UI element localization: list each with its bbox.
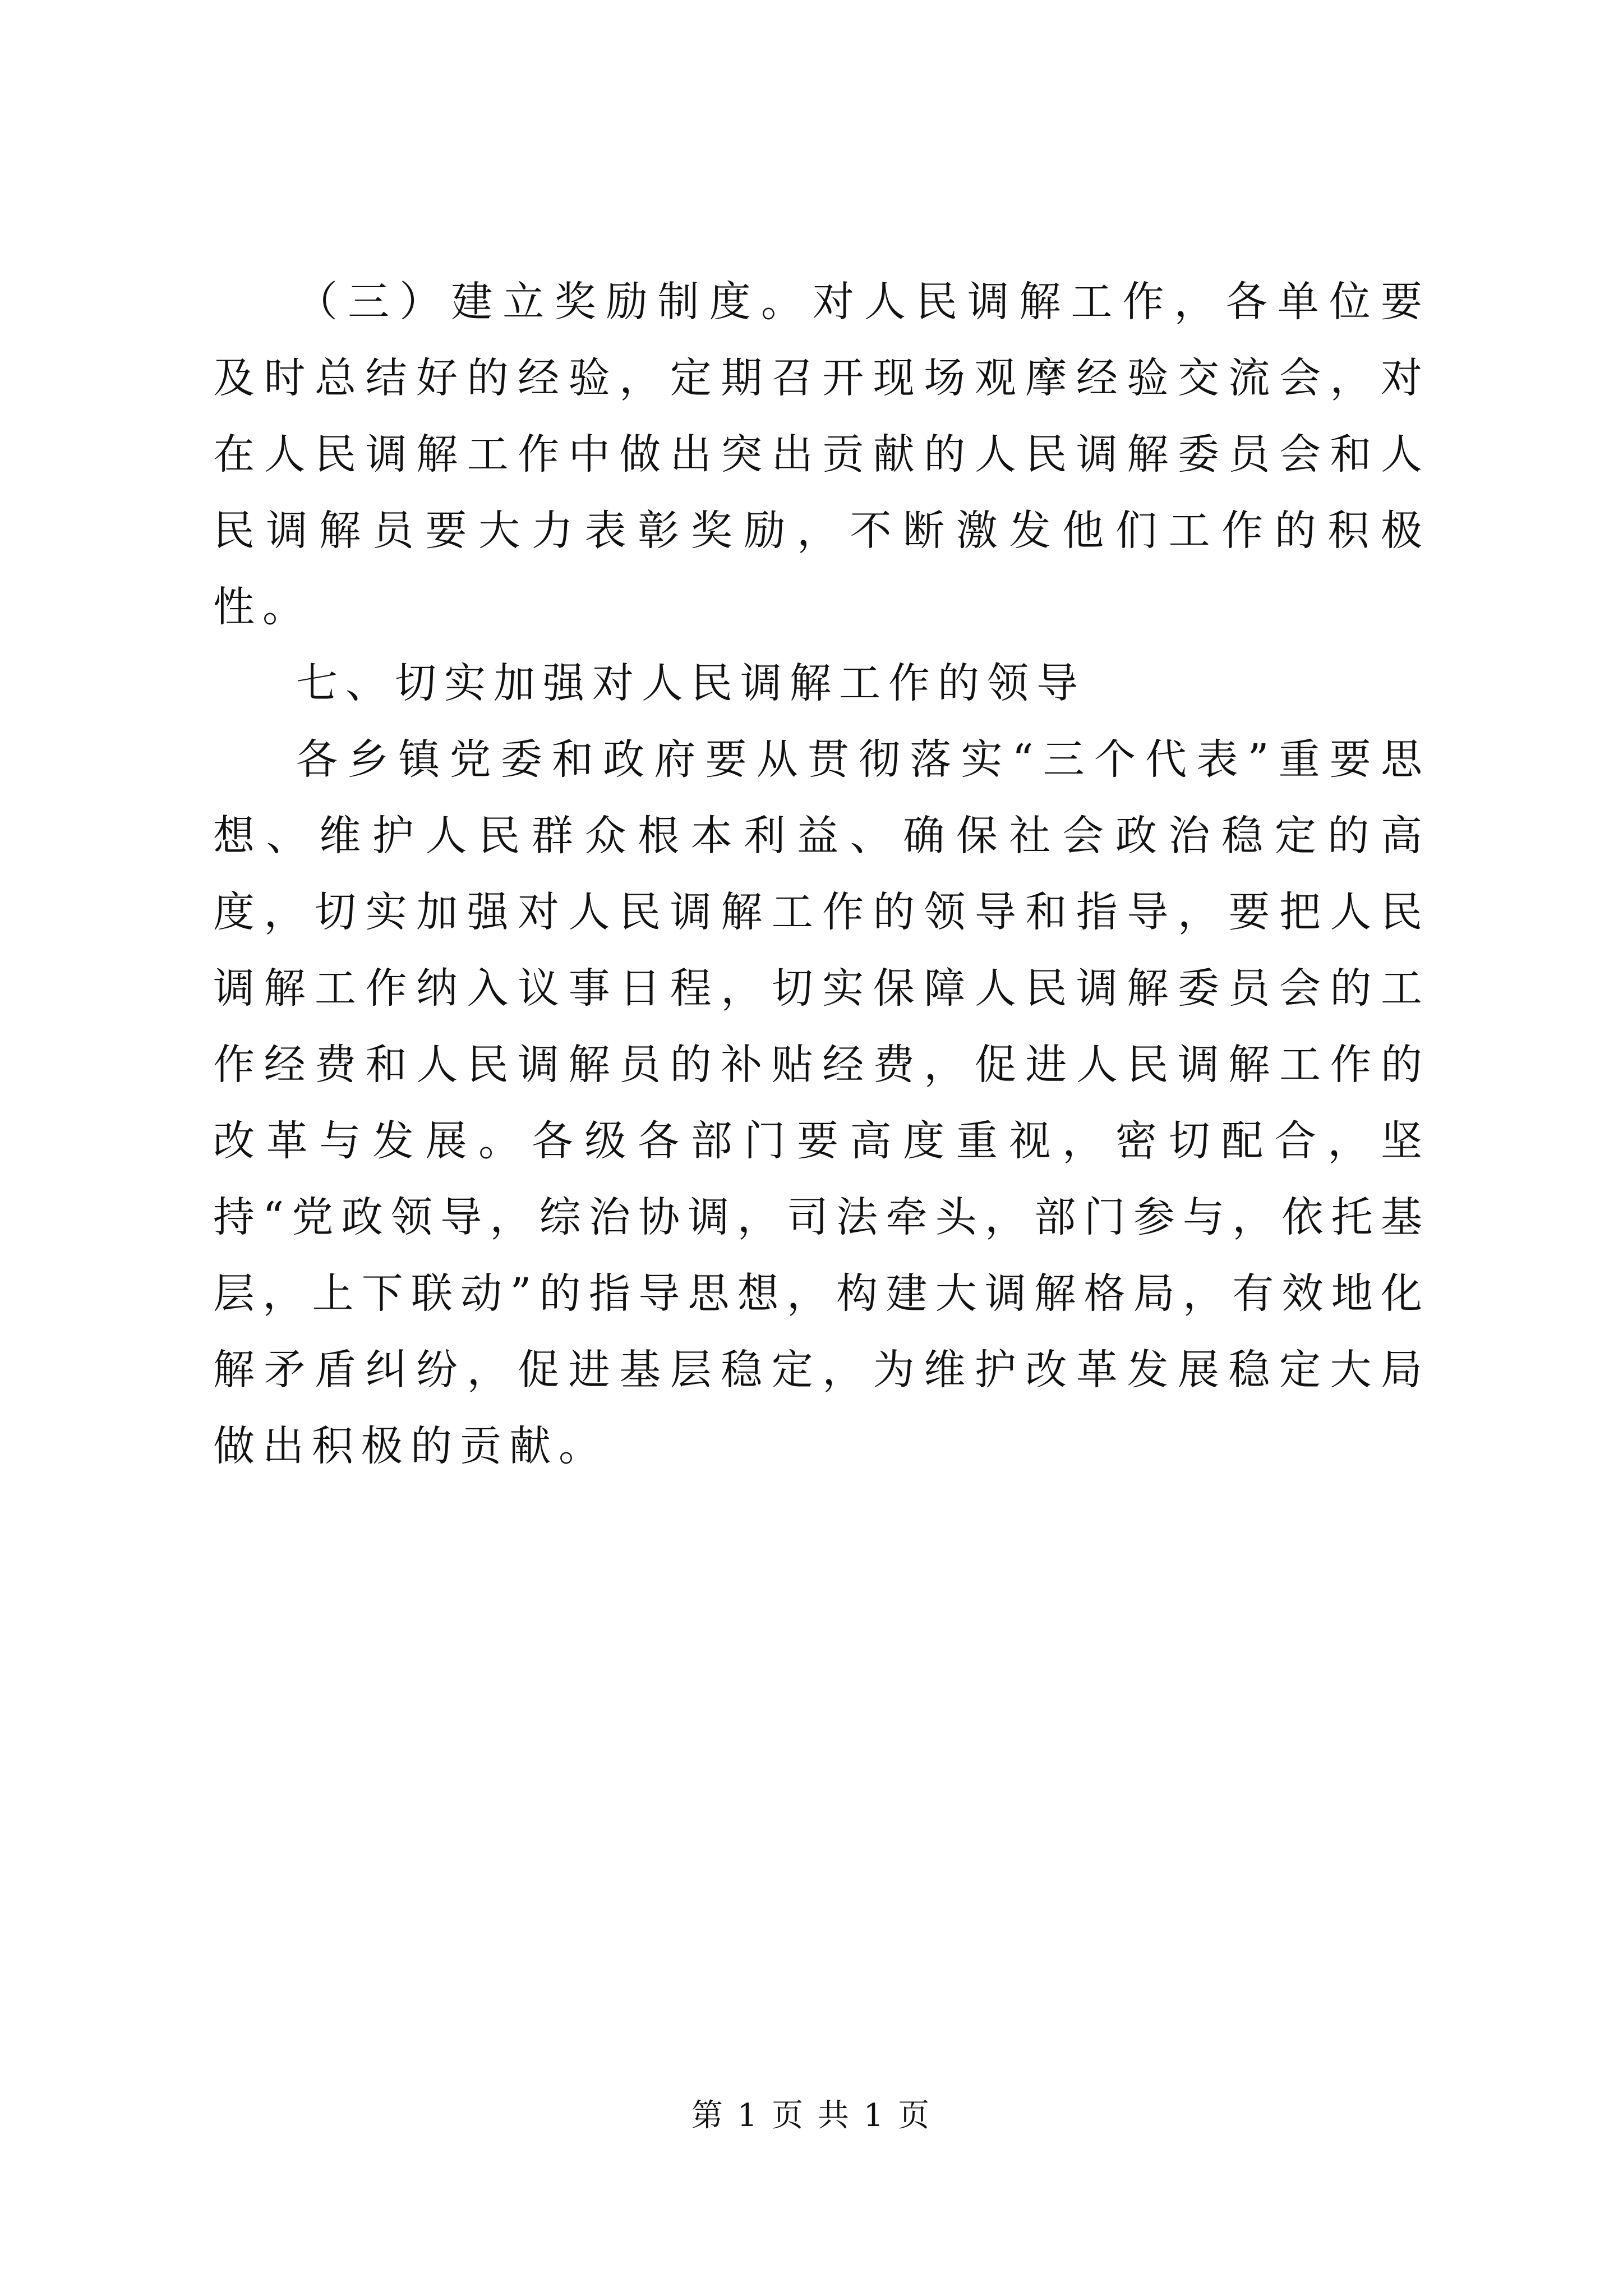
section-heading-leadership: 七、切实加强对人民调解工作的领导	[296, 659, 1086, 707]
paragraph-leadership: 各乡镇党委和政府要从贯彻落实“三个代表”重要思想、维护人民群众根本利益、确保社会政治稳定的高度，切实加强对人民调解工作的领导和指导，要把人民调解工作纳入议事日程，切实保障人民调解委员会的工作经费和人民调解员的补贴经费，促进人民调解工作的改革与发展。各级各部门要高度重视，密切配合，坚持“党政领导，综治协调，司法牵头，部门参与，依托基层，上下联动”的指导思想，构建大调解格局，有效地化解矛盾纠纷，促进基层稳定，为维护改革发展稳定大局做出积极的贡献。	[213, 735, 1430, 1470]
document-body	[213, 264, 1430, 1484]
paragraph-reward-system: （三）建立奖励制度。对人民调解工作，各单位要及时总结好的经验，定期召开现场观摩经验交流会，对在人民调解工作中做出突出贡献的人民调解委员会和人民调解员要大力表彰奖励，不断激发他们工作的积极性。	[213, 278, 1430, 631]
page-footer: 第 1 页 共 1 页	[691, 2097, 932, 2134]
